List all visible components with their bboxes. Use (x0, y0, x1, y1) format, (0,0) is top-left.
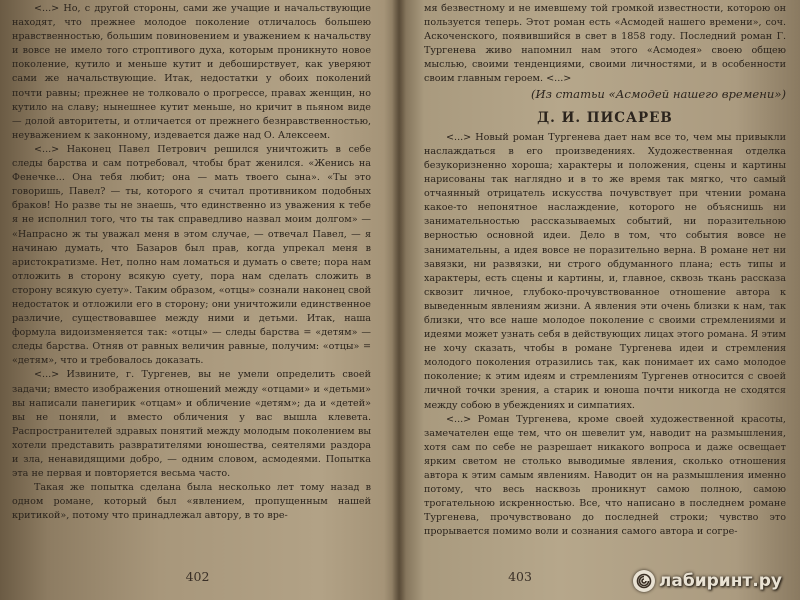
left-page (0, 0, 395, 600)
page-number-left: 402 (185, 569, 210, 584)
labyrinth-logo-icon (633, 570, 655, 592)
paragraph: <...> Роман Тургенева, кроме своей художественной красоты, замечателен еще тем, что он шевелит ум, наводит на размышления, хотя сам по себе не разрешает никакого вопроса и даже освещает ярким светом не столько выводимые явления, сколько отношения автора к этим самым явлениям. Наводит он на размышления именно потому, что весь насквозь проникнут самою полною, самою трогательною искренностью. Все, что написано в последнем романе Тургенева, прочувствовано до последней строки; чувство это прорывается помимо воли и сознания самого автора и согре- (424, 413, 786, 538)
paragraph: <...> Но, с другой стороны, сами же учащие и начальствующие находят, что прежнее молодое поколение отличалось большею нравственностью, большим повиновением и уважением к начальству и вовсе не имело того строптивого духа, которым проникнуто новое поколение, кутило и меньше кутит и дебоширствует, как уверяют сами же начальствующие. Итак, недостатки у обоих поколений почти равны; прежнее не толковало о прогрессе, правах женщин, но кутило на славу; нынешнее кутит меньше, но кричит в пьяном виде — долой авторитеты, и отличается от прежнего безнравственностью, неуважением к законному, издевается даже над О. Алексеем. (12, 3, 371, 141)
section-author-heading: Д. И. ПИСАРЕВ (537, 109, 673, 126)
paragraph: Такая же попытка сделана была несколько лет тому назад в одном романе, который был «явлением, пропущенным нашей критикой», потому что принадлежал автору, в то вре- (12, 482, 371, 522)
watermark-text: лабиринт.ру (658, 571, 782, 591)
watermark (633, 570, 782, 592)
left-page-text (12, 2, 371, 523)
paragraph: мя безвестному и не имевшему той громкой известности, которою он пользуется теперь. Этот роман есть «Асмодей нашего времени», соч. Аскоченского, появившийся в свет в 1858 году. Последний роман Г. Тургенева живо напомнил нам этого «Асмодея» своею общею мыслью, своими тенденциями, своими личностями, и в особенности своим главным героем. <...> (424, 3, 786, 85)
page-number-right: 403 (508, 569, 532, 584)
paragraph: <...> Извините, г. Тургенев, вы не умели определить своей задачи; вместо изображения отношений между «отцами» и «детьми» вы написали панегирик «отцам» и обличение «детям»; да и «детей» вы не поняли, и вместо обличения у вас вышла клевета. Распространителей здравых понятий между молодым поколением вы хотели представить развратителями юношества, сеятелями раздора и зла, ненавидящими добро, — одним словом, асмодеями. Попытка эта не первая и повторяется весьма часто. (12, 369, 371, 480)
right-page-text (424, 2, 786, 539)
paragraph: <...> Наконец Павел Петрович решился уничтожить в себе следы барства и сам потребовал, чтобы брат женился. «Женись на Фенечке... Она тебя любит; она — мать твоего сына». «Ты это говоришь, Павел? — ты, которого я считал противником подобных браков! Но разве ты не знаешь, что единственно из уважения к тебе я не исполнил того, что ты так справедливо назвал моим долгом» — «Напрасно ж ты уважал меня в этом случае, — отвечал Павел, — я начинаю думать, что Базаров был прав, когда упрекал меня в аристократизме. Нет, полно нам ломаться и думать о свете; пора нам отложить в сторону всякую суету, пора нам сделать сложить в сторону всякую суету». Таким образом, «отцы» сознали наконец свой недостаток и отложили его в сторону; они уничтожили единственное различие, существовавшее между ними и детьми. Итак, наша формула видоизменяется так: «отцы» — следы барства = «детям» — следы барства. Отняв от равных величин равные, получим: «отцы» = «детям», что и требовалось доказать. (12, 143, 371, 367)
right-page (400, 0, 800, 600)
paragraph: <...> Новый роман Тургенева дает нам все то, чем мы привыкли наслаждаться в его произведениях. Художественная отделка безукоризненно хороша; характеры и положения, сцены и картины нарисованы так наглядно и в то же время так мягко, что самый отчаянный отрицатель искусства почувствует при чтении романа какое-то непонятное наслаждение, которого не объяснишь ни занимательностью рассказываемых событий, ни поразительною верностью основной идеи. Дело в том, что события вовсе не занимательны, а идея вовсе не поразительно верна. В романе нет ни завязки, ни развязки, ни строго обдуманного плана; есть типы и характеры, есть сцены и картины, и, главное, сквозь ткань рассказа сквозит личное, глубоко-прочувствованное отношение автора к выведенным явлениям жизни. А явления эти очень близки к нам, так близки, что все наше молодое поколение с своими стремлениями и идеями может узнать себя в действующих лицах этого романа. Я этим не хочу сказать, чтобы в романе Тургенева идеи и стремления молодого поколения отразились так, как понимает их само молодое поколение; к этим идеям и стремлениям Тургенев относится с своей личной точки зрения, а старик и юноша почти никогда не сходятся между собою в убеждениях и симпатиях. (424, 131, 786, 411)
source-citation: (Из статьи «Асмодей нашего времени») (531, 86, 786, 101)
